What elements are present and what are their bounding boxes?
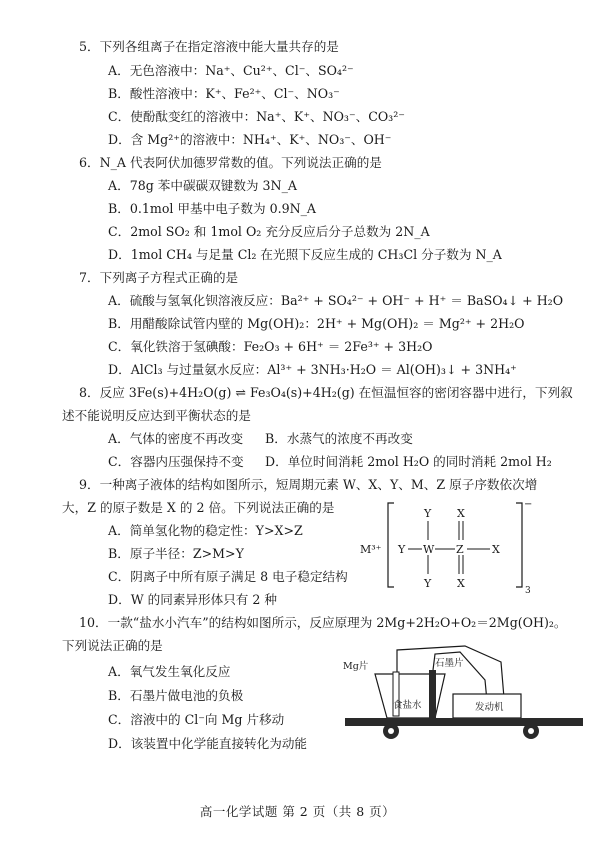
mg-plate-label: Mg片 bbox=[343, 661, 369, 672]
q9-stem-line2: 大，Z 的原子数是 X 的 2 倍。下列说法正确的是 bbox=[62, 500, 335, 515]
atom-x-top: X bbox=[457, 507, 465, 520]
atom-x-right: X bbox=[492, 543, 500, 556]
q10-option-a: A．氧气发生氧化反应 bbox=[108, 664, 231, 679]
q9-option-d: D．W 的同素异形体只有 2 种 bbox=[108, 592, 278, 607]
q8-option-d: D．单位时间消耗 2mol H₂O 的同时消耗 2mol H₂ bbox=[265, 454, 552, 469]
atom-y-top: Y bbox=[424, 507, 432, 520]
q8-stem-line2: 述不能说明反应达到平衡状态的是 bbox=[62, 408, 251, 423]
car-chassis bbox=[345, 718, 583, 726]
q8-option-b: B．水蒸气的浓度不再改变 bbox=[265, 431, 413, 446]
q6-option-b: B．0.1mol 甲基中电子数为 0.9N_A bbox=[108, 201, 317, 216]
q9-option-b: B．原子半径：Z>M>Y bbox=[108, 546, 244, 561]
q7-stem: 7．下列离子方程式正确的是 bbox=[79, 270, 239, 285]
right-bracket bbox=[516, 503, 522, 587]
q7-option-a: A．硫酸与氢氧化钡溶液反应：Ba²⁺ + SO₄²⁻ + OH⁻ + H⁺ ＝ BaSO₄↓ + H₂O bbox=[108, 293, 564, 308]
q9-option-c: C．阴离子中所有原子满足 8 电子稳定结构 bbox=[108, 569, 348, 584]
q8-option-c: C．容器内压强保持不变 bbox=[108, 454, 244, 469]
q6-option-c: C．2mol SO₂ 和 1mol O₂ 充分反应后分子总数为 2N_A bbox=[108, 224, 430, 239]
atom-y-bottom: Y bbox=[424, 577, 432, 590]
salt-water-car-figure bbox=[335, 640, 590, 740]
graphite-plate bbox=[429, 670, 436, 718]
q7-option-d: D．AlCl₃ 与过量氨水反应：Al³⁺ + 3NH₃·H₂O ＝ Al(OH)₃↓ + 3NH₄⁺ bbox=[108, 362, 517, 377]
motor-label: 发动机 bbox=[475, 702, 504, 713]
q5-option-b: B．酸性溶液中：K⁺、Fe²⁺、Cl⁻、NO₃⁻ bbox=[108, 86, 340, 101]
q10-option-c: C．溶液中的 Cl⁻向 Mg 片移动 bbox=[108, 712, 285, 727]
q6-option-a: A．78g 苯中碳碳双键数为 3N_A bbox=[108, 178, 297, 193]
q9-stem-line1: 9．一种离子液体的结构如图所示，短周期元素 W、X、Y、M、Z 原子序数依次增 bbox=[79, 477, 538, 492]
anion-count-subscript: 3 bbox=[525, 586, 531, 596]
atom-y-left: Y bbox=[398, 543, 406, 556]
atom-z: Z bbox=[456, 543, 464, 556]
q6-stem: 6．N_A 代表阿伏加德罗常数的值。下列说法正确的是 bbox=[79, 155, 382, 170]
cation-label: M³⁺ bbox=[360, 543, 382, 556]
q10-option-d: D．该装置中化学能直接转化为动能 bbox=[108, 736, 308, 751]
q10-stem-line2: 下列说法正确的是 bbox=[62, 638, 163, 653]
q7-option-b: B．用醋酸除试管内壁的 Mg(OH)₂：2H⁺ + Mg(OH)₂ ＝ Mg²⁺ + 2H₂O bbox=[108, 316, 525, 331]
atom-x-bottom: X bbox=[457, 577, 465, 590]
left-bracket bbox=[388, 503, 394, 587]
q5-option-a: A．无色溶液中：Na⁺、Cu²⁺、Cl⁻、SO₄²⁻ bbox=[108, 63, 354, 78]
page-footer: 高一化学试题 第 2 页（共 8 页） bbox=[199, 804, 396, 819]
q9-option-a: A．简单氢化物的稳定性：Y>X>Z bbox=[108, 523, 303, 538]
q8-option-a: A．气体的密度不再改变 bbox=[108, 431, 244, 446]
q10-stem-line1: 10．一款“盐水小汽车”的结构如图所示，反应原理为 2Mg+2H₂O+O₂＝2Mg(OH)₂。 bbox=[79, 615, 567, 630]
q7-option-c: C．氧化铁溶于氢碘酸：Fe₂O₃ + 6H⁺ ＝ 2Fe³⁺ + 3H₂O bbox=[108, 339, 433, 354]
q8-stem-line1: 8．反应 3Fe(s)+4H₂O(g) ⇌ Fe₃O₄(s)+4H₂(g) 在恒温恒容的密闭容器中进行，下列叙 bbox=[79, 385, 573, 400]
q10-option-b: B．石墨片做电池的负极 bbox=[108, 688, 244, 703]
graphite-plate-label: 石墨片 bbox=[435, 658, 464, 669]
q5-option-c: C．使酚酞变红的溶液中：Na⁺、K⁺、NO₃⁻、CO₃²⁻ bbox=[108, 109, 405, 124]
q6-option-d: D．1mol CH₄ 与足量 Cl₂ 在光照下反应生成的 CH₃Cl 分子数为 N_A bbox=[108, 247, 502, 262]
brine-label: 食盐水 bbox=[393, 700, 422, 711]
atom-w: W bbox=[423, 543, 435, 556]
ionic-liquid-structure-figure bbox=[360, 495, 533, 596]
q5-option-d: D．含 Mg²⁺的溶液中：NH₄⁺、K⁺、NO₃⁻、OH⁻ bbox=[108, 132, 392, 147]
svg-text:−: − bbox=[524, 499, 533, 510]
q5-stem: 5．下列各组离子在指定溶液中能大量共存的是 bbox=[79, 39, 339, 54]
